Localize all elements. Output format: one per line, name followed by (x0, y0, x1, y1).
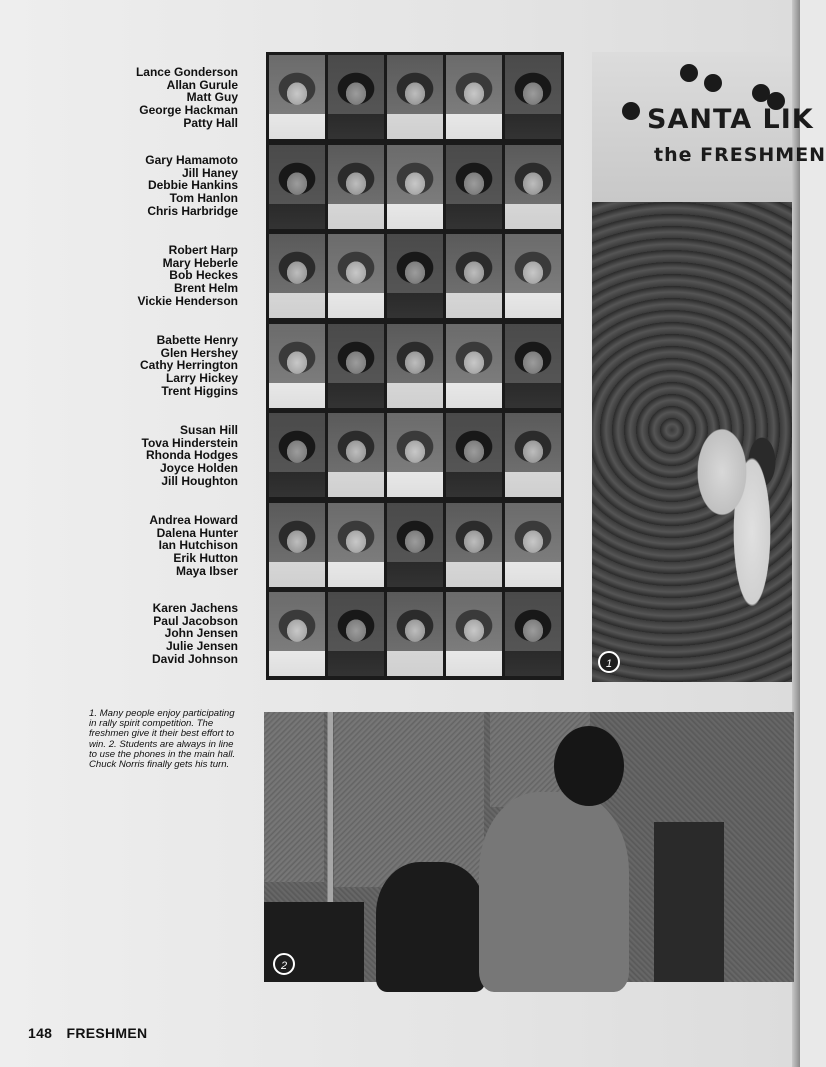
student-name: Patty Hall (183, 115, 238, 130)
santa-banner (592, 52, 826, 202)
student-name: Andrea Howard (149, 513, 238, 527)
student-name: Ian Hutchison (158, 538, 238, 553)
balloon (680, 64, 698, 82)
wall-panel (264, 712, 324, 882)
student-portrait (387, 145, 443, 229)
student-name: Robert Harp (168, 243, 238, 257)
student-name: Mary Heberle (162, 255, 238, 270)
student-portrait (328, 592, 384, 676)
student-portrait (387, 413, 443, 497)
student-portrait (505, 592, 561, 676)
student-name: Babette Henry (156, 333, 238, 347)
student-name: Tova Hinderstein (141, 435, 238, 450)
student-name: Bob Heckes (169, 268, 238, 283)
student-name: Erik Hutton (173, 551, 238, 566)
page-footer (28, 1025, 147, 1041)
phone-line-photo (264, 712, 794, 982)
student-name: Paul Jacobson (153, 613, 238, 628)
student-portrait (387, 503, 443, 587)
student-portrait (446, 413, 502, 497)
student-portrait (269, 55, 325, 139)
student-portrait (387, 55, 443, 139)
name-group (78, 334, 238, 398)
student-name: Lance Gonderson (135, 65, 238, 79)
student-name: Chris Harbridge (147, 203, 238, 218)
student-name: John Jensen (164, 626, 238, 641)
student-name: Joyce Holden (159, 461, 238, 476)
banner-line-1: SANTA LIK (647, 104, 814, 135)
student-portrait (387, 324, 443, 408)
photo-caption: 1. Many people enjoy participating in rally spirit competition. The freshmen give it their best effort to win. 2. Students are always in line to use the phones in the main hall. Chuck Norris finally gets his turn. (89, 708, 236, 771)
student-portrait (328, 503, 384, 587)
student-on-phone (479, 792, 629, 992)
rally-photo (592, 52, 826, 682)
student-portrait (505, 55, 561, 139)
name-group (78, 244, 238, 308)
student-portrait (446, 592, 502, 676)
student-portrait (446, 324, 502, 408)
student-head (554, 726, 624, 806)
portrait-grid (266, 52, 564, 680)
name-group (78, 514, 238, 578)
student-portrait (328, 324, 384, 408)
student-portrait (505, 413, 561, 497)
photo-number-badge: 2 (273, 953, 295, 975)
student-name: Dalena Hunter (156, 525, 238, 540)
student-name: Brent Helm (173, 281, 238, 296)
student-name: Gary Hamamoto (145, 153, 238, 167)
banner-line-2: the FRESHMEN (654, 144, 826, 166)
student-portrait (387, 234, 443, 318)
student-name: Julie Jensen (165, 639, 238, 654)
student-portrait (505, 324, 561, 408)
student-name: Rhonda Hodges (146, 448, 238, 463)
phone-booth (654, 822, 724, 982)
student-back (376, 862, 486, 992)
student-portrait (328, 413, 384, 497)
student-portrait (446, 503, 502, 587)
student-portrait (269, 503, 325, 587)
student-name: Susan Hill (179, 423, 238, 437)
student-portrait (446, 234, 502, 318)
student-name: Vickie Henderson (137, 293, 238, 308)
student-portrait (387, 592, 443, 676)
student-portrait (446, 145, 502, 229)
photo-number-badge: 1 (598, 651, 620, 673)
student-portrait (269, 413, 325, 497)
student-portrait (328, 145, 384, 229)
student-name: Trent Higgins (161, 383, 238, 398)
student-name: Debbie Hankins (147, 178, 238, 193)
student-portrait (269, 145, 325, 229)
student-name: Cathy Herrington (139, 358, 238, 373)
name-group (78, 602, 238, 666)
student-name: Maya Ibser (175, 563, 238, 578)
student-portrait (505, 145, 561, 229)
student-name: Karen Jachens (152, 601, 238, 615)
balloon (704, 74, 722, 92)
name-group (78, 66, 238, 130)
student-portrait (446, 55, 502, 139)
page-number: 148 (28, 1025, 53, 1041)
wall-panel (334, 712, 484, 887)
student-name: Allan Gurule (166, 77, 238, 92)
student-name: Glen Hershey (160, 345, 238, 360)
student-portrait (505, 503, 561, 587)
student-portrait (269, 592, 325, 676)
student-name: Jill Haney (181, 165, 238, 180)
student-name: David Johnson (151, 651, 238, 666)
student-portrait (269, 234, 325, 318)
name-group (78, 154, 238, 218)
student-name: Larry Hickey (165, 371, 238, 386)
student-name: Tom Hanlon (169, 191, 238, 206)
student-portrait (328, 234, 384, 318)
balloon (622, 102, 640, 120)
student-name: Matt Guy (186, 90, 238, 105)
student-portrait (269, 324, 325, 408)
student-name: Jill Houghton (161, 473, 238, 488)
student-portrait (505, 234, 561, 318)
student-portrait (328, 55, 384, 139)
section-title: FRESHMEN (66, 1025, 148, 1041)
name-group (78, 424, 238, 488)
student-name: George Hackman (139, 103, 238, 118)
